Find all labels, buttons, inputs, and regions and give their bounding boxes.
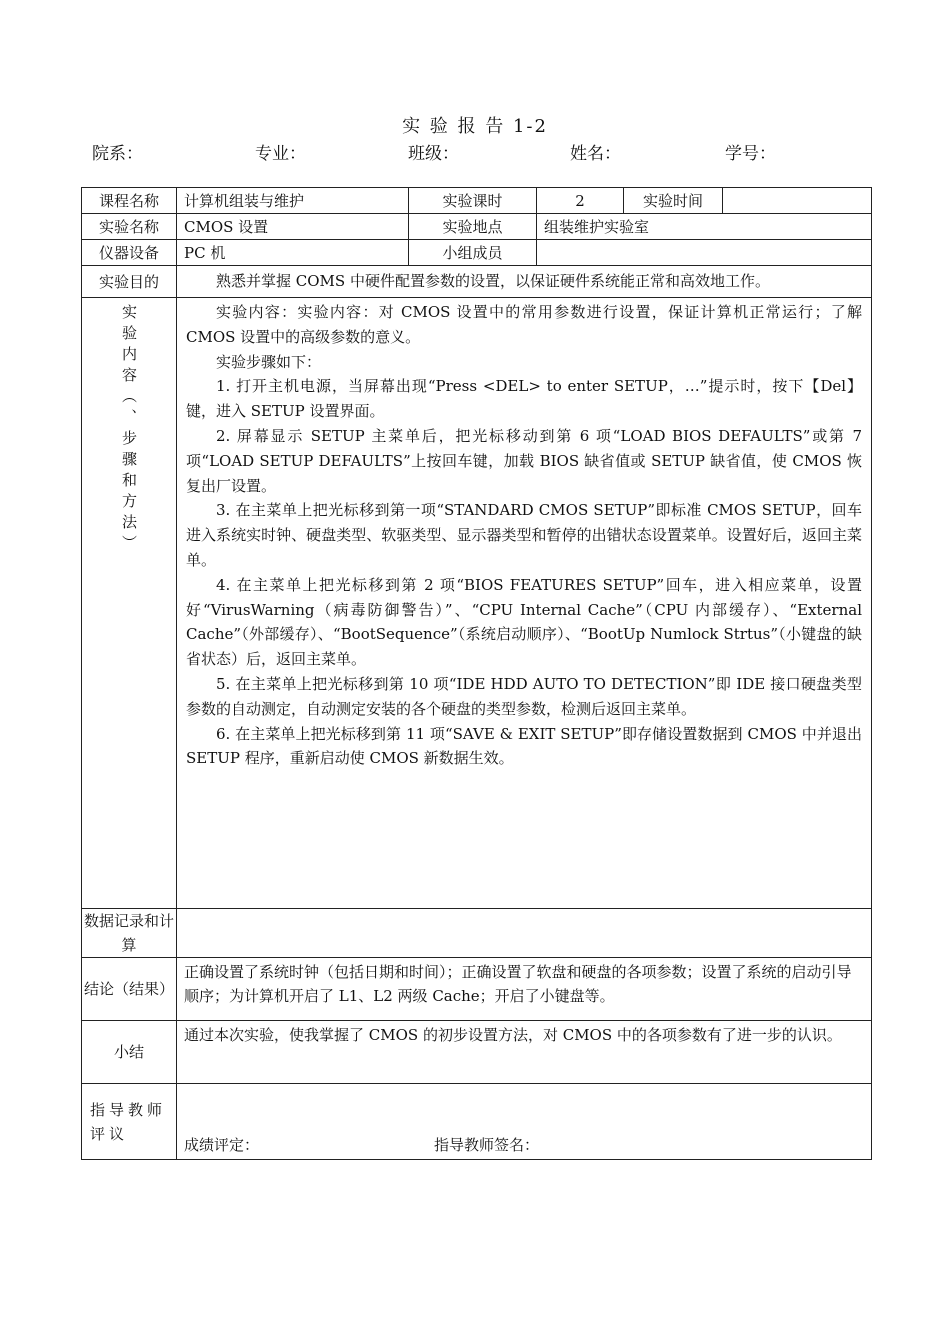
- conclusion-value: 正确设置了系统时钟（包括日期和时间）；正确设置了软盘和硬盘的各项参数；设置了系统的启动引导顺序；为计算机开启了 L1、L2 两级 Cache；开启了小键盘等。: [177, 958, 872, 1021]
- content-paragraph: 5. 在主菜单上把光标移到第 10 项“IDE HDD AUTO TO DETECTION”即 IDE 接口硬盘类型参数的自动测定，自动测定安装的各个硬盘的类型参数，检测后返回主菜单。: [186, 674, 862, 718]
- place-label: 实验地点: [409, 214, 537, 240]
- time-value: [723, 188, 872, 214]
- purpose-label: 实验目的: [82, 266, 177, 298]
- content-paragraph: 3. 在主菜单上把光标移到第一项“STANDARD CMOS SETUP”即标准 CMOS SETUP，回车进入系统实时钟、硬盘类型、软驱类型、显示器类型和暂停的出错状态设置菜单。设置好后，返回主菜单。: [186, 501, 862, 569]
- content-paragraph: 实验内容：实验内容：对 CMOS 设置中的常用参数进行设置，保证计算机正常运行；了解 CMOS 设置中的高级参数的意义。: [186, 303, 862, 346]
- summary-label: 小结: [82, 1021, 177, 1084]
- time-label: 实验时间: [624, 188, 723, 214]
- members-value: [537, 240, 872, 266]
- purpose-row: [82, 266, 872, 298]
- signature-label: 指导教师签名：: [434, 1136, 540, 1154]
- report-title: 实 验 报 告 1-2: [402, 116, 548, 137]
- dept-label: 院系：: [92, 144, 143, 164]
- members-label: 小组成员: [409, 240, 537, 266]
- content-paragraph: 6. 在主菜单上把光标移到第 11 项“SAVE & EXIT SETUP”即存储设置数据到 CMOS 中并退出 SETUP 程序，重新启动使 CMOS 新数据生效。: [186, 724, 862, 768]
- exp-name-label: 实验名称: [82, 214, 177, 240]
- content-paragraph: 实验步骤如下：: [216, 352, 322, 371]
- hours-label: 实验课时: [409, 188, 537, 214]
- data-label: 数据记录和计算: [82, 909, 177, 958]
- content-paragraph: 4. 在主菜单上把光标移到第 2 项“BIOS FEATURES SETUP”回车，进入相应菜单，设置好“VirusWarning（病毒防御警告）”、“CPU Internal Cache”（CPU 内部缓存）、“External Cache”（外部缓存）、“BootSequence”（系统启动顺序）、“BootUp Numlock Strtus”（小键盘的缺省状态）后，返回主菜单。: [186, 575, 862, 669]
- course-row: [82, 188, 872, 214]
- exp-name-value: CMOS 设置: [177, 214, 409, 240]
- course-label: 课程名称: [82, 188, 177, 214]
- conclusion-row: [82, 958, 872, 1021]
- teacher-row: [82, 1084, 872, 1160]
- place-value: 组装维护实验室: [537, 214, 872, 240]
- grade-label: 成绩评定：: [184, 1136, 260, 1154]
- name-label: 姓名：: [570, 144, 621, 164]
- major-label: 专业：: [255, 144, 306, 164]
- content-label: 实验内容（、步骤和方法）: [120, 304, 138, 556]
- content-paragraph: 2. 屏幕显示 SETUP 主菜单后，把光标移动到第 6 项“LOAD BIOS DEFAULTS”或第 7 项“LOAD SETUP DEFAULTS”上按回车键，加载 BIOS 缺省值或 SETUP 缺省值，使 CMOS 恢复出厂设置。: [186, 426, 862, 495]
- summary-value: 通过本次实验，使我掌握了 CMOS 的初步设置方法，对 CMOS 中的各项参数有了进一步的认识。: [177, 1021, 872, 1084]
- conclusion-label: 结论（结果）: [82, 958, 177, 1021]
- content-paragraph: 1. 打开主机电源，当屏幕出现“Press <DEL> to enter SETUP，…”提示时，按下【Del】键，进入 SETUP 设置界面。: [186, 377, 862, 421]
- class-label: 班级：: [408, 144, 459, 164]
- course-value: 计算机组装与维护: [177, 188, 409, 214]
- data-row: [82, 909, 872, 958]
- exp-name-row: [82, 214, 872, 240]
- hours-value: 2: [537, 188, 624, 214]
- purpose-value: 熟悉并掌握 COMS 中硬件配置参数的设置，以保证硬件系统能正常和高效地工作。: [216, 272, 770, 291]
- equip-row: [82, 240, 872, 266]
- report-table: [81, 187, 872, 1160]
- data-value: [177, 909, 872, 958]
- teacher-label: 指导教师评议: [82, 1084, 177, 1160]
- equip-label: 仪器设备: [82, 240, 177, 266]
- equip-value: PC 机: [177, 240, 409, 266]
- content-row: [82, 298, 872, 909]
- content-body: [177, 298, 872, 909]
- student-id-label: 学号：: [725, 144, 776, 164]
- summary-row: [82, 1021, 872, 1084]
